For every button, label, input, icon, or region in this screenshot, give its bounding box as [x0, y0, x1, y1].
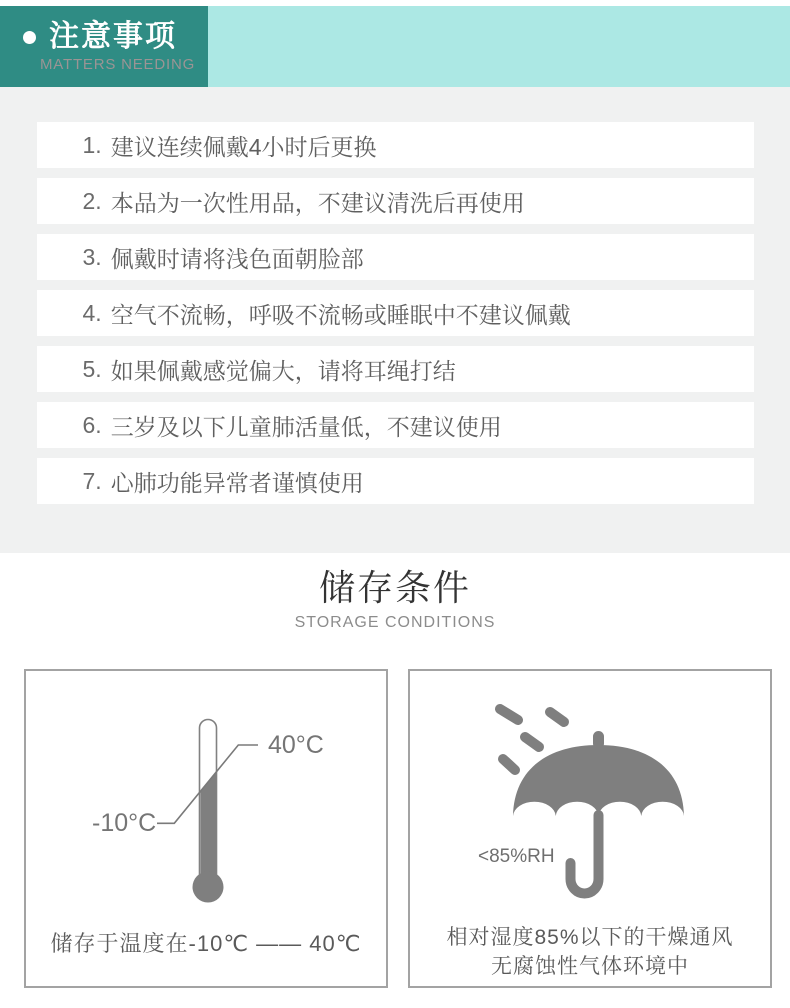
- thermometer-icon: [26, 671, 386, 921]
- temp-max-label: 40°C: [268, 731, 324, 759]
- notice-item: [37, 290, 754, 336]
- notice-item: [37, 458, 754, 504]
- item-number: 1.: [82, 131, 102, 158]
- storage-title: 储存条件: [318, 567, 471, 608]
- notice-list: [0, 87, 790, 553]
- item-number: 2.: [82, 187, 102, 214]
- umbrella-rain-icon: [410, 671, 767, 921]
- section-title: 注意事项: [49, 20, 177, 53]
- item-number: 6.: [82, 411, 102, 438]
- notice-item: [37, 178, 754, 224]
- section-subtitle: MATTERS NEEDING: [40, 56, 196, 73]
- humidity-box: [408, 669, 772, 988]
- item-text: 如果佩戴感觉偏大，请将耳绳打结: [110, 357, 456, 384]
- item-number: 4.: [82, 299, 102, 326]
- humidity-label: <85%RH: [478, 846, 555, 867]
- humidity-caption-line1: 相对湿度85%以下的干燥通风: [446, 926, 734, 949]
- section-header: [0, 6, 208, 87]
- item-text: 空气不流畅，呼吸不流畅或睡眠中不建议佩戴: [110, 301, 571, 328]
- notice-item: [37, 402, 754, 448]
- header-band: [0, 6, 790, 87]
- item-text: 佩戴时请将浅色面朝脸部: [110, 245, 364, 272]
- storage-boxes: [24, 669, 772, 988]
- item-text: 心肺功能异常者谨慎使用: [110, 469, 364, 496]
- notice-item: [37, 346, 754, 392]
- humidity-caption: [410, 923, 770, 981]
- storage-subtitle: STORAGE CONDITIONS: [294, 614, 496, 631]
- item-number: 5.: [82, 355, 102, 382]
- temperature-box: [24, 669, 388, 988]
- temp-min-label: -10°C: [92, 809, 157, 837]
- storage-section: [0, 553, 790, 1008]
- item-text: 建议连续佩戴4小时后更换: [110, 133, 377, 160]
- item-number: 3.: [82, 243, 102, 270]
- humidity-caption-line2: 无腐蚀性气体环境中: [491, 955, 689, 978]
- item-text: 三岁及以下儿童肺活量低，不建议使用: [110, 413, 502, 440]
- item-number: 7.: [82, 467, 102, 494]
- notice-item: [37, 122, 754, 168]
- notice-item: [37, 234, 754, 280]
- item-text: 本品为一次性用品，不建议清洗后再使用: [110, 189, 525, 216]
- temperature-caption: 储存于温度在-10℃ —— 40℃: [50, 931, 362, 956]
- bullet-icon: [23, 31, 36, 44]
